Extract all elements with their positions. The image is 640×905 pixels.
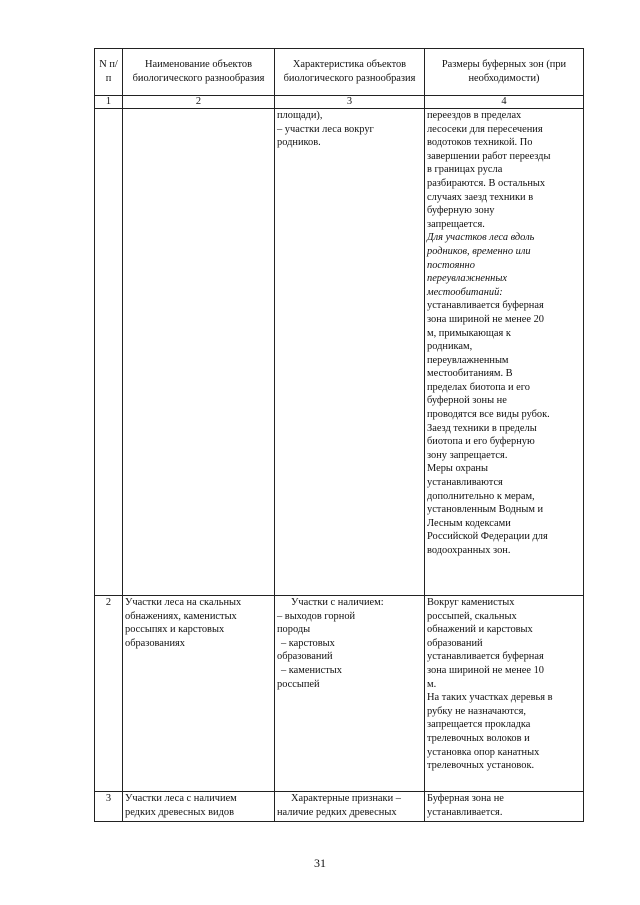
cell-line: м. xyxy=(427,678,437,690)
buffer-cell xyxy=(425,109,584,596)
table-row-2 xyxy=(95,596,584,792)
cell-line: лесосеки для пересечения xyxy=(427,123,543,135)
row-number: 2 xyxy=(95,596,123,792)
cell-line: проводятся все виды рубок. xyxy=(427,409,550,421)
cell-line: родникам, xyxy=(427,341,473,353)
cell-line: зону запрещается. xyxy=(427,449,508,461)
cell-line: устанавливается буферная xyxy=(427,651,544,663)
header-characteristic: Характеристика объектов биологического разнообразия xyxy=(275,49,425,96)
cell-line: водоохранных зон. xyxy=(427,545,511,556)
buffer-cell xyxy=(425,792,584,822)
cell-line: породы xyxy=(277,624,311,636)
name-cell xyxy=(123,596,275,792)
cell-line: Заезд техники в пределы xyxy=(427,422,537,434)
forest-biodiversity-table xyxy=(94,48,584,822)
cell-line: образований xyxy=(427,637,483,649)
cell-line: образований xyxy=(277,651,333,663)
header-num: N п/п xyxy=(95,49,123,96)
cell-line: россыпях и карстовых xyxy=(125,624,225,636)
cell-line: редких древесных видов xyxy=(125,806,234,818)
cell-line: россыпей xyxy=(277,678,320,690)
row-number: 3 xyxy=(95,792,123,822)
cell-line: запрещается. xyxy=(427,218,485,230)
cell-line-italic: Для участков леса вдоль xyxy=(427,232,535,244)
cell-line: случаях заезд техники в xyxy=(427,191,534,203)
num-cell-empty xyxy=(95,109,123,596)
header-name: Наименование объектов биологического разнообразия xyxy=(123,49,275,96)
cell-line-italic: родников, временно или xyxy=(427,245,531,257)
cell-line: местообитаниям. В xyxy=(427,368,513,380)
cell-line: Российской Федерации для xyxy=(427,531,548,543)
cell-line: трелевочных волоков и xyxy=(427,732,530,744)
cell-line-italic: постоянно xyxy=(427,259,475,271)
cell-line-italic: местообитаний: xyxy=(427,286,503,298)
cell-line: переувлажненным xyxy=(427,354,509,366)
characteristic-cell xyxy=(275,792,425,822)
cell-line: устанавливается. xyxy=(427,806,503,818)
cell-line: Характерные признаки – xyxy=(291,793,401,804)
cell-line: Участки леса на скальных xyxy=(125,597,242,608)
cell-line: – выходов горной xyxy=(277,610,356,622)
cell-line: – каменистых xyxy=(281,664,342,676)
table-row-continued xyxy=(95,109,584,596)
cell-line: установка опор канатных xyxy=(427,746,540,758)
cell-line: образованиях xyxy=(125,637,186,649)
cell-line: площади), xyxy=(277,110,323,121)
cell-line: буферной зоны не xyxy=(427,395,507,407)
cell-line-italic: переувлажненных xyxy=(427,273,507,285)
column-number: 1 xyxy=(95,96,123,109)
cell-line: Лесным кодексами xyxy=(427,517,511,529)
cell-line: Участки с наличием: xyxy=(291,597,384,608)
cell-line: – карстовых xyxy=(281,637,335,649)
cell-line: буферную зону xyxy=(427,205,495,217)
cell-line: обнажений и карстовых xyxy=(427,624,533,636)
cell-line: россыпей, скальных xyxy=(427,610,517,622)
cell-line: дополнительно к мерам, xyxy=(427,490,535,502)
header-row xyxy=(95,49,584,96)
column-number-row xyxy=(95,96,584,109)
cell-line: Меры охраны xyxy=(427,463,488,475)
cell-line: Буферная зона не xyxy=(427,793,504,804)
cell-line: Участки леса с наличием xyxy=(125,793,237,804)
cell-line: обнажениях, каменистых xyxy=(125,610,237,622)
cell-line: рубку не назначаются, xyxy=(427,705,527,717)
column-number: 3 xyxy=(275,96,425,109)
cell-line: устанавливается буферная xyxy=(427,300,544,312)
cell-line: зона шириной не менее 20 xyxy=(427,313,544,325)
cell-line: – участки леса вокруг xyxy=(277,123,374,135)
table-row-3 xyxy=(95,792,584,822)
cell-line: трелевочных установок. xyxy=(427,760,535,772)
cell-line: установленным Водным и xyxy=(427,504,544,516)
characteristic-cell xyxy=(275,596,425,792)
cell-line: наличие редких древесных xyxy=(277,806,397,818)
cell-line: водотоков техникой. По xyxy=(427,137,533,149)
column-number: 2 xyxy=(123,96,275,109)
cell-line: завершении работ переезды xyxy=(427,150,551,162)
cell-line: устанавливаются xyxy=(427,477,503,489)
cell-line: родников. xyxy=(277,137,321,149)
buffer-cell xyxy=(425,596,584,792)
cell-line: переездов в пределах xyxy=(427,110,522,121)
cell-line: Вокруг каменистых xyxy=(427,597,515,608)
page-number: 31 xyxy=(314,856,326,870)
header-buffer-size: Размеры буферных зон (при необходимости) xyxy=(425,49,584,96)
cell-line: биотопа и его буферную xyxy=(427,436,535,448)
name-cell-empty xyxy=(123,109,275,596)
cell-line: пределах биотопа и его xyxy=(427,381,530,393)
characteristic-cell xyxy=(275,109,425,596)
cell-line: На таких участках деревья в xyxy=(427,692,553,704)
cell-line: м, примыкающая к xyxy=(427,327,511,339)
cell-line: запрещается прокладка xyxy=(427,719,531,731)
name-cell xyxy=(123,792,275,822)
column-number: 4 xyxy=(425,96,584,109)
cell-line: в границах русла xyxy=(427,164,503,176)
cell-line: разбираются. В остальных xyxy=(427,177,546,189)
cell-line: зона шириной не менее 10 xyxy=(427,664,544,676)
